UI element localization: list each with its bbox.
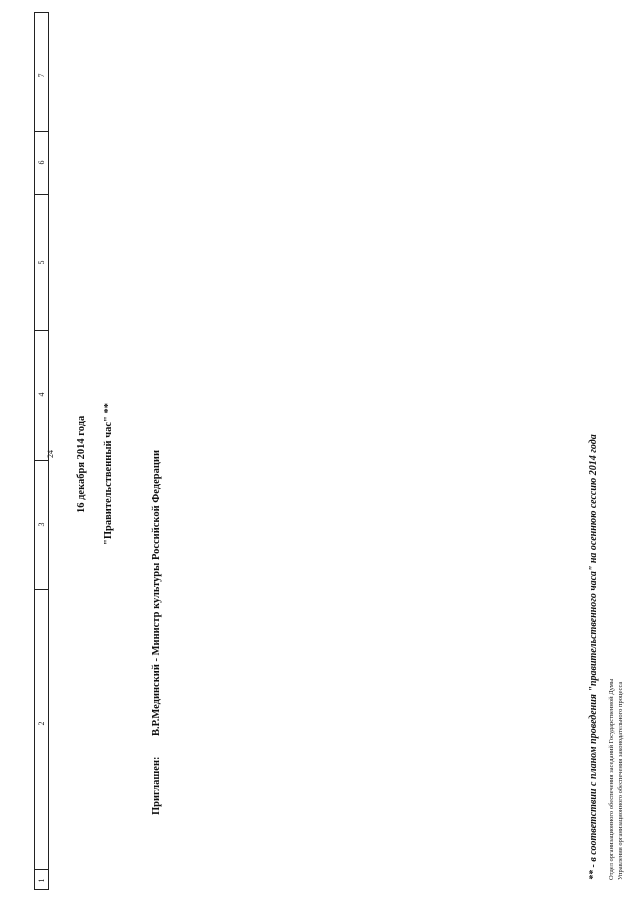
column-divider [34,589,49,590]
footnote: ** - в соответствии с планом проведения "правительственного часа" на осеннюю сессию 2014 года [588,434,599,880]
invited-person: В.Р.Мединский - Министр культуры Российской Федерации [151,449,162,736]
invited-label: Приглашен: [151,756,162,815]
column-number-1: 1 [37,878,46,883]
column-number-4: 4 [37,392,46,397]
column-number-3: 3 [37,522,46,527]
footer-directorate: Управления организационного обеспечения законодательного процесса [617,681,624,880]
column-number-7: 7 [37,73,46,78]
column-divider [34,460,49,461]
column-number-2: 2 [37,721,46,726]
column-number-5: 5 [37,260,46,265]
column-divider [34,194,49,195]
column-number-6: 6 [37,160,46,165]
government-hour-title: "Правительственный час" ** [103,403,114,545]
column-divider [34,131,49,132]
session-date: 16 декабря 2014 года [76,415,87,513]
column-divider [34,869,49,870]
page-number: 24 [46,450,55,458]
header-table [34,12,49,890]
footer-department: Отдел организационного обеспечения заседаний Государственной Думы [608,678,615,880]
column-divider [34,330,49,331]
